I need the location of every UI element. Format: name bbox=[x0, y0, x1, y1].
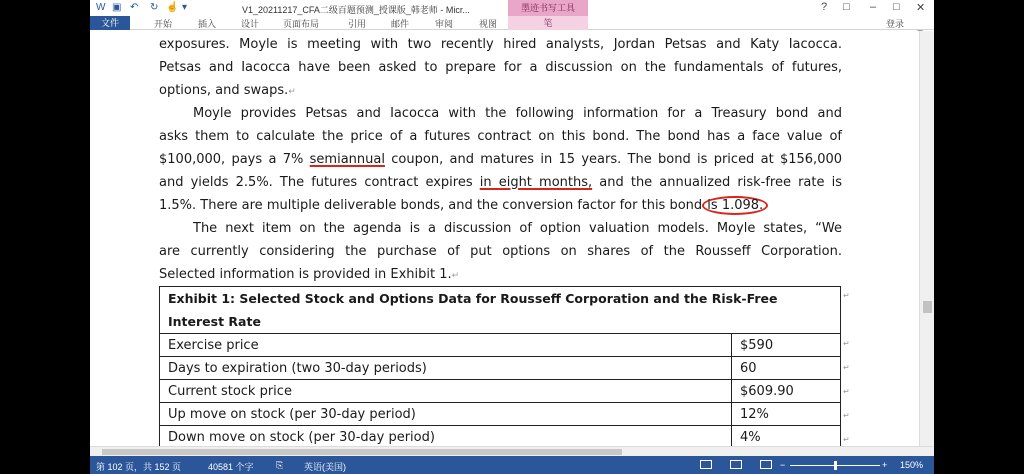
doc-line-text: coupon, and matures in 15 years. The bond is priced at $156,000 bbox=[391, 152, 843, 167]
touch-mode-icon[interactable]: ☝ bbox=[166, 2, 179, 13]
proofing-icon[interactable]: ⎘ bbox=[276, 460, 284, 470]
doc-line: Moyle provides Petsas and Iacocca with the following information for a Treasury bond and bbox=[193, 106, 842, 121]
row-value: 4% bbox=[732, 426, 841, 447]
tab-layout[interactable]: 页面布局 bbox=[283, 19, 320, 29]
row-label: Exercise price bbox=[160, 334, 732, 357]
tab-home[interactable]: 开始 bbox=[154, 19, 173, 29]
row-value: 12% bbox=[732, 403, 841, 426]
ribbon-display-options-icon[interactable]: □ bbox=[843, 1, 850, 13]
zoom-out-icon[interactable]: − bbox=[780, 460, 786, 470]
table-row bbox=[160, 426, 841, 447]
print-layout-icon[interactable] bbox=[730, 460, 742, 469]
close-button[interactable]: ✕ bbox=[916, 2, 926, 14]
exhibit-title: Exhibit 1: Selected Stock and Options Data for Rousseff Corporation and the Risk-Free Interest Rate bbox=[160, 287, 841, 334]
row-label: Up move on stock (per 30-day period) bbox=[160, 403, 732, 426]
tab-file[interactable]: 文件 bbox=[90, 16, 130, 30]
doc-line-text: $100,000, pays a 7% bbox=[159, 152, 304, 167]
doc-line-text: Selected information is provided in Exhibit 1. bbox=[159, 267, 452, 282]
title-bar bbox=[90, 0, 934, 16]
doc-line: are currently considering the purchase of put options on shares of the Rousseff Corporation. bbox=[159, 244, 842, 259]
customize-quick-access-icon[interactable]: ▾ bbox=[182, 2, 188, 13]
paragraph-mark: ↵ bbox=[288, 87, 296, 97]
doc-line: The next item on the agenda is a discussion of option valuation models. Moyle states, “We bbox=[193, 221, 842, 236]
undo-icon[interactable]: ↶ bbox=[130, 2, 139, 13]
sign-in-link[interactable]: 登录 bbox=[886, 19, 905, 29]
zoom-in-icon[interactable]: + bbox=[882, 460, 888, 470]
end-of-row-mark: ↵ bbox=[843, 387, 850, 396]
status-bar bbox=[90, 456, 934, 474]
minimize-button[interactable]: – bbox=[870, 1, 877, 13]
ink-underline-eight-months: in eight months, bbox=[479, 175, 593, 190]
read-mode-icon[interactable] bbox=[700, 460, 712, 469]
ribbon-tabs bbox=[90, 16, 934, 30]
doc-line bbox=[159, 81, 842, 101]
maximize-button[interactable]: □ bbox=[893, 1, 900, 13]
ink-tools-context-tab: 墨迹书写工具 bbox=[508, 0, 588, 16]
table-row bbox=[160, 403, 841, 426]
doc-line: exposures. Moyle is meeting with two recently hired analysts, Jordan Petsas and Katy Iacocca. bbox=[159, 37, 842, 52]
zoom-level[interactable]: 150% bbox=[900, 460, 924, 470]
doc-line bbox=[159, 150, 842, 170]
end-of-row-mark: ↵ bbox=[843, 411, 850, 420]
doc-line: asks them to calculate the price of a futures contract on this bond. The bond has a face value of bbox=[159, 129, 842, 144]
tab-mailings[interactable]: 邮件 bbox=[391, 19, 410, 29]
row-label: Days to expiration (two 30-day periods) bbox=[160, 357, 732, 380]
row-value: $609.90 bbox=[732, 380, 841, 403]
doc-line bbox=[159, 265, 842, 285]
tab-insert[interactable]: 插入 bbox=[198, 19, 217, 29]
row-value: 60 bbox=[732, 357, 841, 380]
help-button[interactable]: ? bbox=[821, 1, 828, 13]
page-count[interactable]: 第 102 页，共 152 页 bbox=[96, 462, 182, 472]
vertical-scrollbar[interactable] bbox=[919, 31, 934, 446]
end-of-row-mark: ↵ bbox=[843, 339, 850, 348]
tab-review[interactable]: 审阅 bbox=[435, 19, 454, 29]
window-title: V1_20211217_CFA二级百题预测_授课版_韩老师 - Micr... bbox=[242, 5, 470, 15]
web-layout-icon[interactable] bbox=[760, 460, 772, 469]
scrollbar-thumb[interactable] bbox=[923, 301, 932, 313]
doc-line-text: and the annualized risk-free rate is bbox=[599, 175, 842, 190]
doc-line: Petsas and Iacocca have been asked to prepare for a discussion on the fundamentals of futures, bbox=[159, 60, 842, 75]
table-header-row bbox=[160, 287, 841, 334]
word-count[interactable]: 40581 个字 bbox=[208, 462, 254, 472]
row-label: Down move on stock (per 30-day period) bbox=[160, 426, 732, 447]
document-page[interactable] bbox=[90, 31, 919, 446]
doc-line bbox=[159, 173, 842, 193]
ink-underline-semiannual: semiannual bbox=[309, 152, 385, 167]
save-icon[interactable]: ▣ bbox=[112, 2, 122, 13]
tab-design[interactable]: 设计 bbox=[241, 19, 260, 29]
tab-references[interactable]: 引用 bbox=[348, 19, 367, 29]
end-of-row-mark: ↵ bbox=[843, 435, 850, 444]
end-of-row-mark: ↵ bbox=[843, 363, 850, 372]
tab-view[interactable]: 视图 bbox=[479, 19, 498, 29]
doc-line bbox=[159, 196, 842, 216]
zoom-slider-thumb[interactable] bbox=[834, 461, 837, 470]
doc-line-text: and yields 2.5%. The futures contract expires bbox=[159, 175, 473, 190]
table-row bbox=[160, 334, 841, 357]
ink-circle-conversion-factor: is 1.098. bbox=[702, 196, 768, 215]
scrollbar-thumb[interactable] bbox=[102, 449, 622, 455]
table-row bbox=[160, 357, 841, 380]
tab-pen[interactable]: 笔 bbox=[508, 16, 588, 30]
horizontal-scrollbar[interactable] bbox=[90, 446, 934, 456]
row-value: $590 bbox=[732, 334, 841, 357]
word-logo-icon: W bbox=[96, 2, 106, 13]
row-label: Current stock price bbox=[160, 380, 732, 403]
exhibit-table bbox=[159, 286, 841, 446]
table-row bbox=[160, 380, 841, 403]
doc-line-text: 1.5%. There are multiple deliverable bonds, and the conversion factor for this bond bbox=[159, 198, 703, 213]
word-window bbox=[90, 0, 934, 474]
end-of-row-mark: ↵ bbox=[843, 291, 850, 300]
language[interactable]: 英语(美国) bbox=[304, 462, 346, 472]
doc-line-text: options, and swaps. bbox=[159, 83, 289, 98]
redo-icon[interactable]: ↻ bbox=[150, 2, 159, 13]
paragraph-mark: ↵ bbox=[451, 271, 460, 281]
